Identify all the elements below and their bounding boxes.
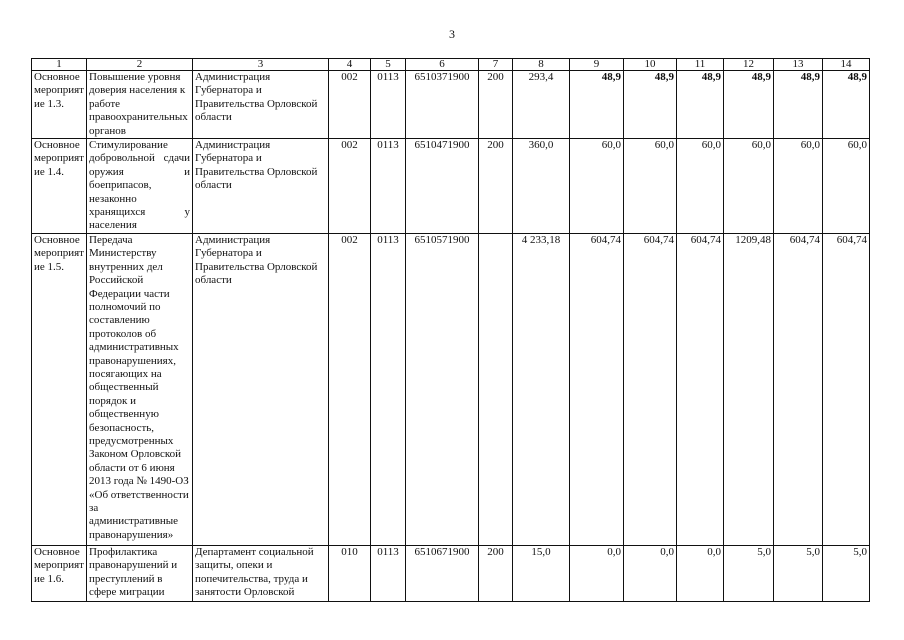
- value-cell: 48,9: [677, 71, 724, 139]
- column-header: 3: [193, 59, 329, 71]
- column-header: 1: [32, 59, 87, 71]
- value-cell: 604,74: [677, 233, 724, 545]
- value-cell: 15,0: [513, 545, 570, 601]
- value-cell: 48,9: [724, 71, 774, 139]
- value-cell: 1209,48: [724, 233, 774, 545]
- code-cell: 0113: [371, 233, 406, 545]
- column-header: 4: [329, 59, 371, 71]
- column-header: 14: [823, 59, 870, 71]
- code-cell: 200: [479, 139, 513, 234]
- code-cell: 0113: [371, 71, 406, 139]
- column-header: 8: [513, 59, 570, 71]
- description-cell: Передача Министерству внутренних дел Российской Федерации части полномочий по составлению протоколов об административных правонарушениях, посягающих на общественный порядок и общественную безопасность, предусмотренных Законом Орловской области от 6 июня 2013 года № 1490-ОЗ «Об ответственности за административные правонарушения»: [87, 233, 193, 545]
- budget-table: [31, 58, 870, 602]
- column-header: 9: [570, 59, 624, 71]
- value-cell: 48,9: [823, 71, 870, 139]
- value-cell: 0,0: [677, 545, 724, 601]
- value-cell: 48,9: [774, 71, 823, 139]
- value-cell: 60,0: [774, 139, 823, 234]
- column-header: 10: [624, 59, 677, 71]
- code-cell: 200: [479, 545, 513, 601]
- column-header: 6: [406, 59, 479, 71]
- executor-cell: Администрация Губернатора и Правительства Орловской области: [193, 233, 329, 545]
- value-cell: 293,4: [513, 71, 570, 139]
- value-cell: 60,0: [624, 139, 677, 234]
- value-cell: 5,0: [774, 545, 823, 601]
- column-header: 7: [479, 59, 513, 71]
- column-header: 12: [724, 59, 774, 71]
- code-cell: 0113: [371, 139, 406, 234]
- value-cell: 604,74: [774, 233, 823, 545]
- executor-cell: Администрация Губернатора и Правительства Орловской области: [193, 139, 329, 234]
- value-cell: 48,9: [624, 71, 677, 139]
- code-cell: 6510471900: [406, 139, 479, 234]
- activity-cell: Основное мероприятие 1.4.: [32, 139, 87, 234]
- column-header: 5: [371, 59, 406, 71]
- value-cell: 60,0: [570, 139, 624, 234]
- code-cell: 6510671900: [406, 545, 479, 601]
- value-cell: 604,74: [823, 233, 870, 545]
- table-row: [32, 545, 870, 601]
- value-cell: 4 233,18: [513, 233, 570, 545]
- value-cell: 360,0: [513, 139, 570, 234]
- code-cell: 010: [329, 545, 371, 601]
- code-cell: [479, 233, 513, 545]
- activity-cell: Основное мероприятие 1.5.: [32, 233, 87, 545]
- description-cell: Стимулирование добровольной сдачи оружия и боеприпасов, незаконно хранящихся у населения: [87, 139, 193, 234]
- value-cell: 5,0: [823, 545, 870, 601]
- table-row: [32, 139, 870, 234]
- value-cell: 604,74: [570, 233, 624, 545]
- code-cell: 200: [479, 71, 513, 139]
- executor-cell: Администрация Губернатора и Правительства Орловской области: [193, 71, 329, 139]
- value-cell: 60,0: [823, 139, 870, 234]
- column-header: 2: [87, 59, 193, 71]
- table-row: [32, 71, 870, 139]
- description-cell: Профилактика правонарушений и преступлений в сфере миграции: [87, 545, 193, 601]
- value-cell: 0,0: [624, 545, 677, 601]
- code-cell: 002: [329, 139, 371, 234]
- table-row: [32, 233, 870, 545]
- code-cell: 002: [329, 71, 371, 139]
- value-cell: 0,0: [570, 545, 624, 601]
- description-cell: Повышение уровня доверия населения к работе правоохранительных органов: [87, 71, 193, 139]
- value-cell: 604,74: [624, 233, 677, 545]
- column-header: 13: [774, 59, 823, 71]
- activity-cell: Основное мероприятие 1.6.: [32, 545, 87, 601]
- value-cell: 48,9: [570, 71, 624, 139]
- code-cell: 6510571900: [406, 233, 479, 545]
- value-cell: 5,0: [724, 545, 774, 601]
- executor-cell: Департамент социальной защиты, опеки и попечительства, труда и занятости Орловской: [193, 545, 329, 601]
- header-row: [32, 59, 870, 71]
- value-cell: 60,0: [724, 139, 774, 234]
- activity-cell: Основное мероприятие 1.3.: [32, 71, 87, 139]
- code-cell: 0113: [371, 545, 406, 601]
- column-header: 11: [677, 59, 724, 71]
- page-number: 3: [449, 27, 455, 41]
- code-cell: 002: [329, 233, 371, 545]
- value-cell: 60,0: [677, 139, 724, 234]
- code-cell: 6510371900: [406, 71, 479, 139]
